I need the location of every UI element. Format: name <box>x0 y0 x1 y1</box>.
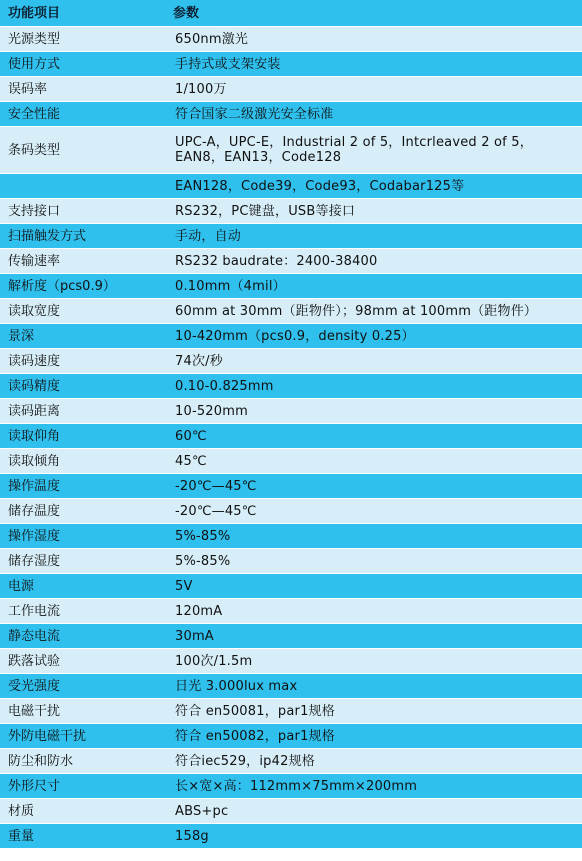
param-label: 误码率 <box>0 77 165 102</box>
param-label: 电源 <box>0 574 165 599</box>
header-param-label: 功能项目 <box>0 0 165 27</box>
param-label <box>0 174 165 199</box>
param-value: 100次/1.5m <box>165 649 582 674</box>
param-value: RS232，PC键盘，USB等接口 <box>165 199 582 224</box>
table-row <box>0 574 582 599</box>
param-value: 74次/秒 <box>165 349 582 374</box>
table-row <box>0 299 582 324</box>
table-header-row <box>0 0 582 27</box>
param-value: 5%-85% <box>165 549 582 574</box>
param-value: -20℃—45℃ <box>165 474 582 499</box>
param-value: UPC-A，UPC-E，Industrial 2 of 5，Intcrleaved 2 of 5，EAN8，EAN13，Code128 <box>165 127 582 174</box>
param-value: 符合 en50081，par1规格 <box>165 699 582 724</box>
param-value: 60℃ <box>165 424 582 449</box>
param-label: 外形尺寸 <box>0 774 165 799</box>
table-row <box>0 174 582 199</box>
param-label: 读码精度 <box>0 374 165 399</box>
param-label: 读取宽度 <box>0 299 165 324</box>
param-value: 30mA <box>165 624 582 649</box>
table-row <box>0 399 582 424</box>
table-row <box>0 424 582 449</box>
table-row <box>0 274 582 299</box>
param-value: 手动，自动 <box>165 224 582 249</box>
table-row <box>0 699 582 724</box>
param-label: 静态电流 <box>0 624 165 649</box>
param-value: 符合iec529，ip42规格 <box>165 749 582 774</box>
table-row <box>0 349 582 374</box>
param-label: 读取仰角 <box>0 424 165 449</box>
table-row <box>0 524 582 549</box>
param-value: ABS+pc <box>165 799 582 824</box>
param-label: 扫描触发方式 <box>0 224 165 249</box>
table-row <box>0 624 582 649</box>
table-row <box>0 674 582 699</box>
table-row <box>0 799 582 824</box>
param-label: 解析度（pcs0.9） <box>0 274 165 299</box>
param-value: -20℃—45℃ <box>165 499 582 524</box>
table-row <box>0 549 582 574</box>
table-row <box>0 824 582 849</box>
table-row <box>0 749 582 774</box>
param-label: 工作电流 <box>0 599 165 624</box>
param-label: 条码类型 <box>0 127 165 174</box>
param-label: 使用方式 <box>0 52 165 77</box>
param-value: 60mm at 30mm（距物件）；98mm at 100mm（距物件） <box>165 299 582 324</box>
table-row <box>0 449 582 474</box>
param-value: 手持式或支架安装 <box>165 52 582 77</box>
table-row <box>0 249 582 274</box>
param-value: 符合国家二级激光安全标准 <box>165 102 582 127</box>
param-label: 跌落试验 <box>0 649 165 674</box>
param-value: EAN128，Code39，Code93，Codabar125等 <box>165 174 582 199</box>
param-value: 120mA <box>165 599 582 624</box>
table-row <box>0 127 582 174</box>
param-label: 外防电磁干扰 <box>0 724 165 749</box>
table-row <box>0 199 582 224</box>
param-value: 10-520mm <box>165 399 582 424</box>
param-label: 操作湿度 <box>0 524 165 549</box>
table-row <box>0 224 582 249</box>
table-row <box>0 27 582 52</box>
table-row <box>0 77 582 102</box>
param-value: 650nm激光 <box>165 27 582 52</box>
param-label: 景深 <box>0 324 165 349</box>
param-label: 材质 <box>0 799 165 824</box>
param-value: 5V <box>165 574 582 599</box>
spec-table-body <box>0 27 582 849</box>
param-value: 1/100万 <box>165 77 582 102</box>
param-label: 读码距离 <box>0 399 165 424</box>
param-value: 0.10-0.825mm <box>165 374 582 399</box>
table-row <box>0 474 582 499</box>
param-label: 受光强度 <box>0 674 165 699</box>
param-label: 支持接口 <box>0 199 165 224</box>
table-row <box>0 52 582 77</box>
table-row <box>0 774 582 799</box>
table-row <box>0 374 582 399</box>
param-value: 10-420mm（pcs0.9，density 0.25） <box>165 324 582 349</box>
param-label: 电磁干扰 <box>0 699 165 724</box>
param-value: 日光 3.000lux max <box>165 674 582 699</box>
param-label: 安全性能 <box>0 102 165 127</box>
param-label: 光源类型 <box>0 27 165 52</box>
param-value: 长×宽×高：112mm×75mm×200mm <box>165 774 582 799</box>
param-value: 45℃ <box>165 449 582 474</box>
param-label: 储存温度 <box>0 499 165 524</box>
param-label: 读取倾角 <box>0 449 165 474</box>
param-value: 5%-85% <box>165 524 582 549</box>
param-label: 操作温度 <box>0 474 165 499</box>
param-value: 0.10mm（4mil） <box>165 274 582 299</box>
param-label: 重量 <box>0 824 165 849</box>
param-value: RS232 baudrate：2400-38400 <box>165 249 582 274</box>
param-label: 防尘和防水 <box>0 749 165 774</box>
table-row <box>0 324 582 349</box>
table-row <box>0 599 582 624</box>
header-value-label: 参数 <box>165 0 582 27</box>
param-label: 读码速度 <box>0 349 165 374</box>
table-row <box>0 102 582 127</box>
param-value: 符合 en50082，par1规格 <box>165 724 582 749</box>
param-value: 158g <box>165 824 582 849</box>
param-label: 储存湿度 <box>0 549 165 574</box>
table-row <box>0 649 582 674</box>
table-row <box>0 724 582 749</box>
table-row <box>0 499 582 524</box>
param-label: 传输速率 <box>0 249 165 274</box>
